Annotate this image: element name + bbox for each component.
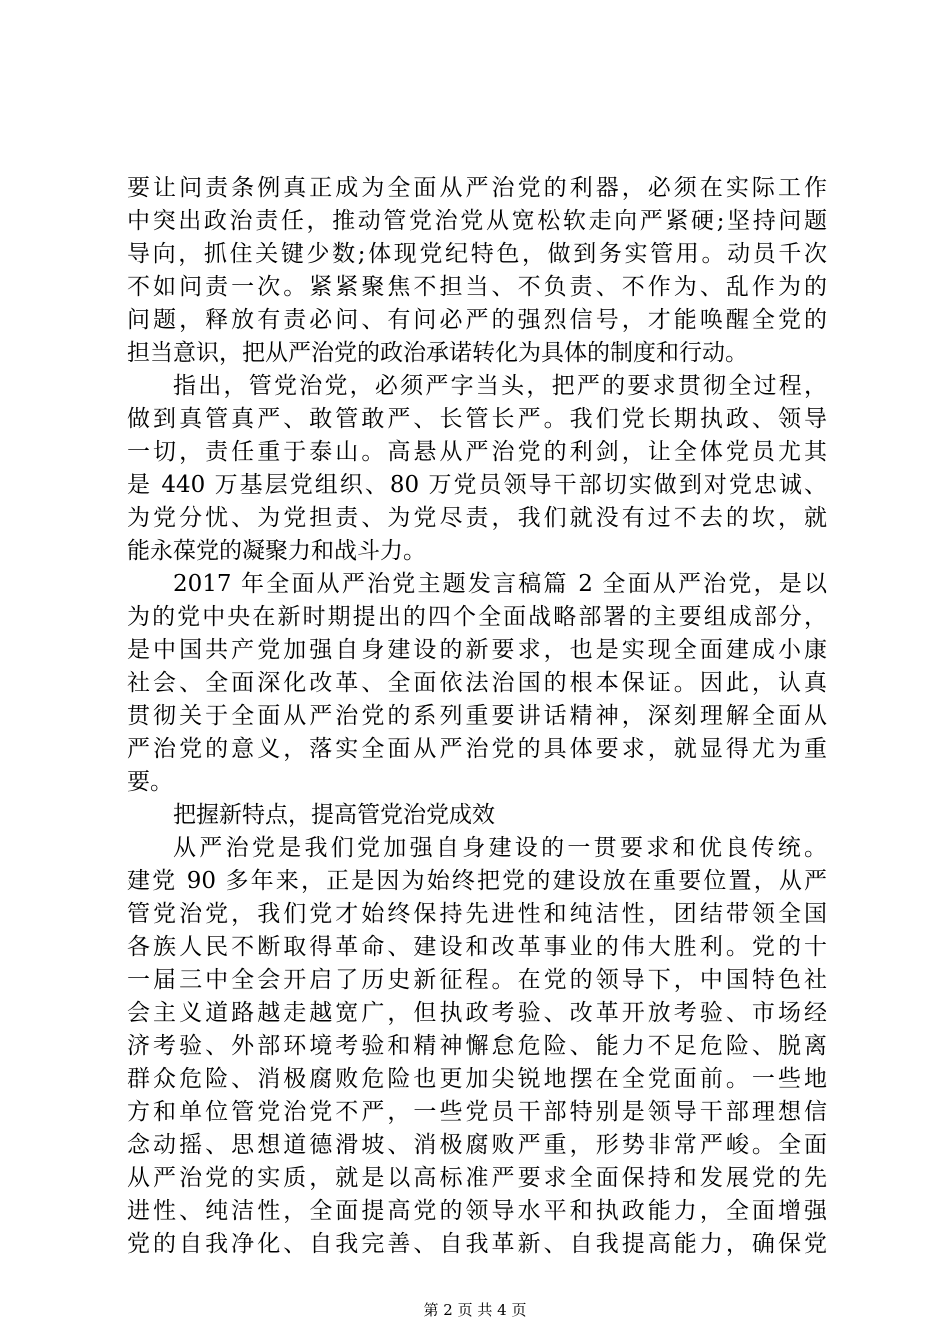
- text-line: 念动摇、思想道德滑坡、消极腐败严重，形势非常严峻。全面: [127, 1132, 827, 1158]
- text-line: 是 440 万基层党组织、80 万党员领导干部切实做到对党忠诚、: [127, 472, 827, 498]
- text-line: 为的党中央在新时期提出的四个全面战略部署的主要组成部分，: [127, 604, 827, 630]
- text-line: 社会、全面深化改革、全面依法治国的根本保证。因此，认真: [127, 670, 827, 696]
- text-line: 管党治党，我们党才始终保持先进性和纯洁性，团结带领全国: [127, 901, 827, 927]
- text-line: 各族人民不断取得革命、建设和改革事业的伟大胜利。党的十: [127, 934, 827, 960]
- text-line: 中突出政治责任，推动管党治党从宽松软走向严紧硬;坚持问题: [127, 208, 827, 234]
- text-line: 贯彻关于全面从严治党的系列重要讲话精神，深刻理解全面从: [127, 703, 827, 729]
- text-line: 党的自我净化、自我完善、自我革新、自我提高能力，确保党: [127, 1231, 827, 1257]
- text-line: 不如问责一次。紧紧聚焦不担当、不负责、不作为、乱作为的: [127, 274, 827, 300]
- text-line: 建党 90 多年来，正是因为始终把党的建设放在重要位置，从严: [127, 868, 827, 894]
- text-line: 要让问责条例真正成为全面从严治党的利器，必须在实际工作: [127, 175, 827, 201]
- text-line: 一届三中全会开启了历史新征程。在党的领导下，中国特色社: [127, 967, 827, 993]
- text-line: 问题，释放有责必问、有问必严的强烈信号，才能唤醒全党的: [127, 307, 827, 333]
- text-line: 2017 年全面从严治党主题发言稿篇 2 全面从严治党，是以: [173, 571, 827, 597]
- document-body: [127, 172, 827, 1261]
- page-footer: 第 2 页 共 4 页: [423, 1301, 527, 1319]
- text-line: 担当意识，把从严治党的政治承诺转化为具体的制度和行动。: [127, 340, 748, 366]
- text-line: 方和单位管党治党不严，一些党员干部特别是领导干部理想信: [127, 1099, 827, 1125]
- text-line: 严治党的意义，落实全面从严治党的具体要求，就显得尤为重: [127, 736, 827, 762]
- text-line: 导向，抓住关键少数;体现党纪特色，做到务实管用。动员千次: [127, 241, 827, 267]
- text-line: 要。: [127, 769, 173, 795]
- text-line: 做到真管真严、敢管敢严、长管长严。我们党长期执政、领导: [127, 406, 827, 432]
- text-line: 指出，管党治党，必须严字当头，把严的要求贯彻全过程，: [173, 373, 827, 399]
- text-line: 群众危险、消极腐败危险也更加尖锐地摆在全党面前。一些地: [127, 1066, 827, 1092]
- text-line: 能永葆党的凝聚力和战斗力。: [127, 538, 426, 564]
- text-line: 进性、纯洁性，全面提高党的领导水平和执政能力，全面增强: [127, 1198, 827, 1224]
- text-line: 为党分忧、为党担责、为党尽责，我们就没有过不去的坎，就: [127, 505, 827, 531]
- text-line: 济考验、外部环境考验和精神懈怠危险、能力不足危险、脱离: [127, 1033, 827, 1059]
- text-line: 会主义道路越走越宽广，但执政考验、改革开放考验、市场经: [127, 1000, 827, 1026]
- text-line: 是中国共产党加强自身建设的新要求，也是实现全面建成小康: [127, 637, 827, 663]
- text-line: 一切，责任重于泰山。高悬从严治党的利剑，让全体党员尤其: [127, 439, 827, 465]
- text-line: 从严治党的实质，就是以高标准严要求全面保持和发展党的先: [127, 1165, 827, 1191]
- text-line: 从严治党是我们党加强自身建设的一贯要求和优良传统。: [173, 835, 827, 861]
- text-line: 把握新特点，提高管党治党成效: [173, 802, 495, 828]
